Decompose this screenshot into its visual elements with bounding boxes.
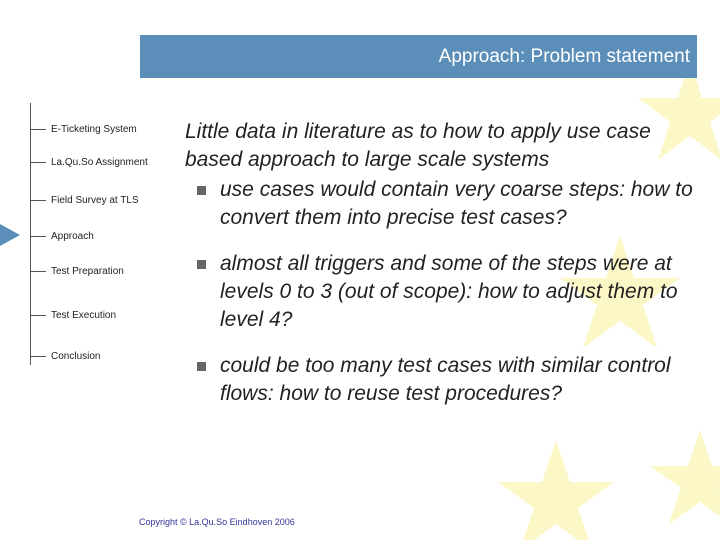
- nav-item-label: Test Preparation: [51, 266, 124, 277]
- nav-item-approach[interactable]: [30, 231, 94, 242]
- square-bullet-icon: [197, 362, 206, 371]
- current-section-arrow-icon: [0, 224, 20, 246]
- nav-item-label: La.Qu.So Assignment: [51, 157, 148, 168]
- square-bullet-icon: [197, 260, 206, 269]
- copyright-footer: Copyright © La.Qu.So Eindhoven 2006: [139, 517, 295, 527]
- nav-item-label: Conclusion: [51, 351, 101, 362]
- slide-content: [185, 118, 705, 408]
- slide-title: Approach: Problem statement: [438, 45, 690, 67]
- star-icon: [650, 430, 720, 524]
- nav-item-assignment[interactable]: [30, 157, 148, 168]
- bullet-text: almost all triggers and some of the steps were at levels 0 to 3 (out of scope): how to adjust them to level 4?: [220, 252, 678, 331]
- bullet-item: [197, 176, 705, 232]
- nav-item-e-ticketing[interactable]: [30, 124, 137, 135]
- square-bullet-icon: [197, 186, 206, 195]
- nav-item-conclusion[interactable]: [30, 351, 100, 362]
- bullet-item: [197, 250, 705, 334]
- bullet-text: could be too many test cases with similar control flows: how to reuse test procedures?: [220, 354, 671, 405]
- bullet-item: [197, 352, 705, 408]
- bullet-text: use cases would contain very coarse steps: how to convert them into precise test cases?: [220, 178, 693, 229]
- nav-item-test-preparation[interactable]: [30, 266, 124, 277]
- nav-item-label: E-Ticketing System: [51, 124, 137, 135]
- star-icon: [498, 440, 614, 540]
- slide-title-bar: [140, 35, 697, 78]
- nav-item-test-execution[interactable]: [30, 310, 116, 321]
- nav-item-label: Test Execution: [51, 310, 117, 321]
- nav-item-label: Field Survey at TLS: [51, 195, 139, 206]
- nav-item-label: Approach: [51, 231, 94, 242]
- lead-statement: Little data in literature as to how to apply use case based approach to large scale systems: [185, 120, 651, 171]
- nav-item-field-survey[interactable]: [30, 195, 139, 206]
